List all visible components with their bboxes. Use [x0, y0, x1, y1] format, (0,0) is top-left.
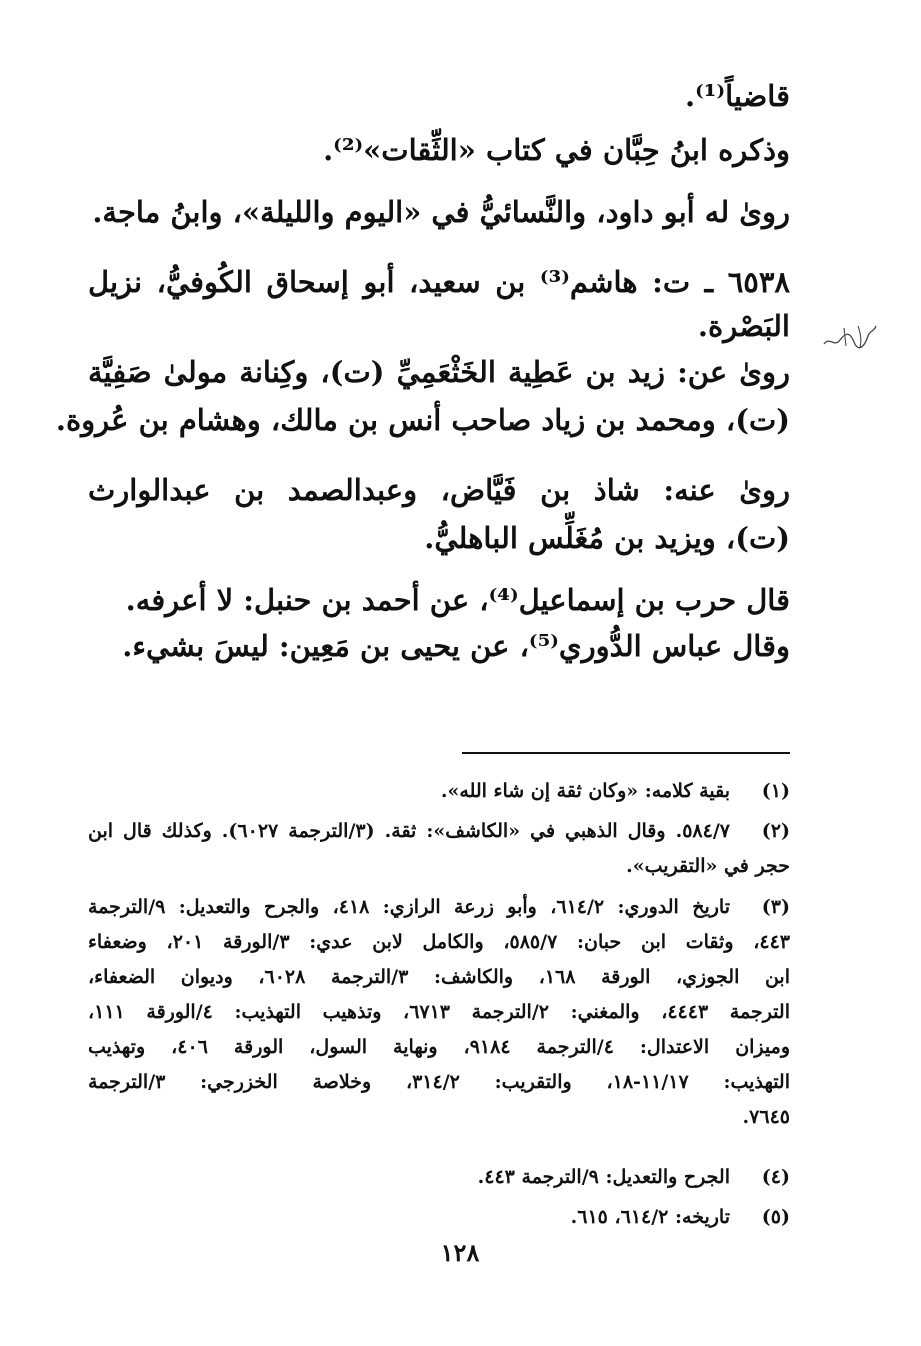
- handwritten-margin-mark: [820, 318, 880, 354]
- footnote-line: ٤٤٣، وثقات ابن حبان: ٥٨٥/٧، والكامل لابن عدي: ٣/الورقة ٢٠١، وضعفاء: [88, 931, 791, 953]
- footnote-number: (٢): [761, 820, 790, 842]
- footnote-number: (٤): [761, 1166, 790, 1188]
- footnote-line: ٥٨٤/٧. وقال الذهبي في «الكاشف»: ثقة. (٣/الترجمة ٦٠٢٧). وكذلك قال ابن: [88, 820, 730, 842]
- main-line: وذكره ابنُ حِبَّان في كتاب «الثِّقات»⁽²⁾.: [323, 133, 790, 167]
- main-line: وقال عباس الدُّوري⁽⁵⁾، عن يحيى بن مَعِين: ليسَ بشيء.: [122, 629, 790, 663]
- footnote-line: وميزان الاعتدال: ٤/الترجمة ٩١٨٤، ونهاية السول، الورقة ٤٠٦، وتهذيب: [88, 1036, 790, 1058]
- main-line: البَصْرة.: [697, 309, 790, 343]
- narrated-by-line: روىٰ عنه: شاذ بن فَيَّاض، وعبدالصمد بن عبدالوارث: [88, 473, 790, 507]
- main-line: (ت)، ومحمد بن زياد صاحب أنس بن مالك، وهشام بن عُروة.: [55, 403, 790, 437]
- footnote-line: الترجمة ٤٤٤٣، والمغني: ٢/الترجمة ٦٧١٣، وتذهيب التهذيب: ٤/الورقة ١١١،: [88, 1001, 790, 1023]
- footnote-4: [88, 1160, 790, 1195]
- footnote-number: (٣): [761, 896, 790, 918]
- main-line: (ت)، ويزيد بن مُغَلِّس الباهليُّ.: [424, 521, 790, 555]
- footnote-line: ابن الجوزي، الورقة ١٦٨، والكاشف: ٣/الترجمة ٦٠٢٨، وديوان الضعفاء،: [88, 966, 790, 988]
- footnote-3: [88, 890, 790, 1135]
- main-line: قاضياً⁽¹⁾.: [685, 79, 790, 113]
- page-number: ١٢٨: [440, 1238, 480, 1267]
- main-line: روىٰ له أبو داود، والنَّسائيُّ في «اليوم والليلة»، وابنُ ماجة.: [92, 195, 790, 229]
- footnote-1: [88, 774, 790, 809]
- footnote-line: حجر في «التقريب».: [626, 855, 790, 877]
- footnote-number: (٥): [761, 1206, 790, 1228]
- footnote-2: [88, 814, 790, 884]
- footnote-line: تاريخ الدوري: ٦١٤/٢، وأبو زرعة الرازي: ٤١٨، والجرح والتعديل: ٩/الترجمة: [88, 896, 731, 918]
- footnote-line: تاريخه: ٦١٤/٢، ٦١٥.: [570, 1206, 730, 1228]
- footnote-line: الجرح والتعديل: ٩/الترجمة ٤٤٣.: [477, 1166, 730, 1188]
- narrated-from-line: روىٰ عن: زيد بن عَطِية الخَثْعَمِيِّ (ت)، وكِنانة مولىٰ صَفِيَّة: [88, 355, 790, 389]
- footnote-separator: [462, 752, 790, 754]
- footnote-line: التهذيب: ١١/١٧-١٨، والتقريب: ٣١٤/٢، وخلاصة الخزرجي: ٣/الترجمة: [88, 1071, 790, 1093]
- footnote-number: (١): [761, 780, 790, 802]
- footnote-line: ٧٦٤٥.: [742, 1106, 790, 1128]
- main-line: قال حرب بن إسماعيل⁽⁴⁾، عن أحمد بن حنبل: لا أعرفه.: [125, 583, 790, 617]
- footnote-5: [88, 1200, 790, 1235]
- entry-heading-line: ٦٥٣٨ ـ ت: هاشم⁽³⁾ بن سعيد، أبو إسحاق الكُوفيُّ، نزيل: [88, 265, 790, 299]
- footnote-line: بقية كلامه: «وكان ثقة إن شاء الله».: [440, 780, 730, 802]
